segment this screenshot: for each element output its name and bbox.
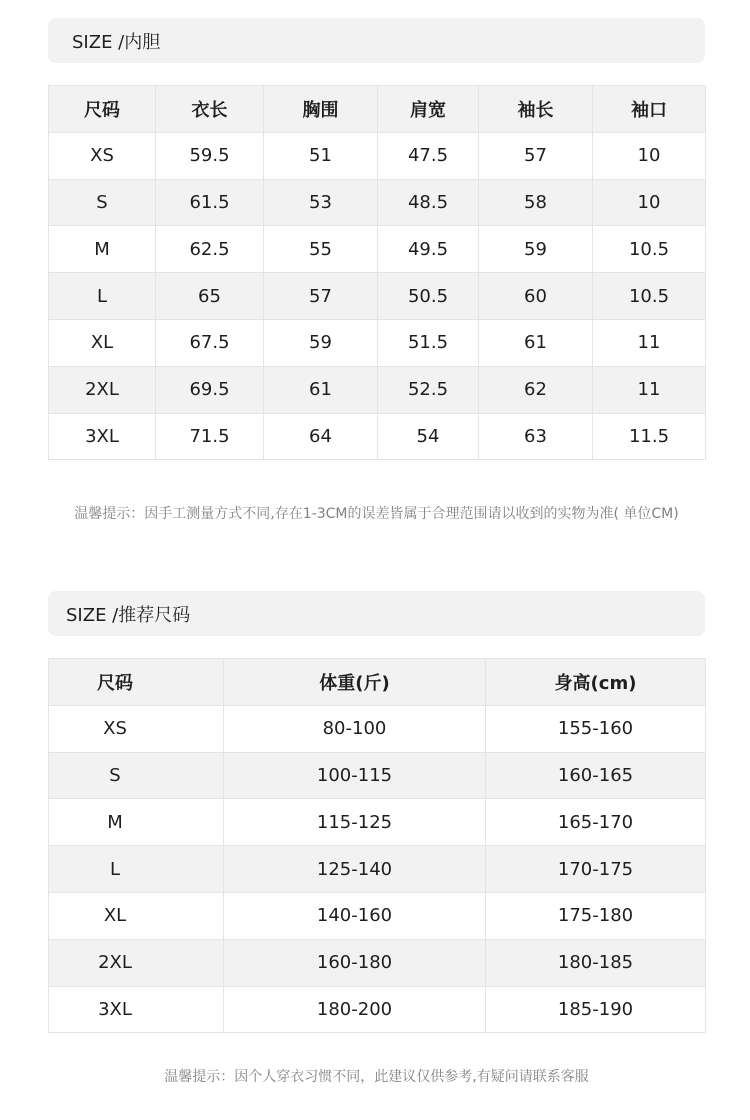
cell-length: 62.5 [156,226,264,273]
cell-size: 2XL [49,939,224,986]
size-row-xs [49,132,706,179]
cell-size: L [49,273,156,320]
cell-chest: 61 [264,366,378,413]
cell-chest: 57 [264,273,378,320]
section-title: SIZE /推荐尺码 [66,604,191,626]
size-row-l [49,273,706,320]
cell-size: S [49,752,224,799]
cell-sleeve: 63 [479,413,593,460]
recommend-row-xl [49,892,706,939]
cell-shoulder: 50.5 [378,273,479,320]
cell-shoulder: 49.5 [378,226,479,273]
cell-size: XS [49,705,224,752]
cell-length: 61.5 [156,179,264,226]
cell-shoulder: 48.5 [378,179,479,226]
recommend-row-s [49,752,706,799]
cell-height: 165-170 [486,799,706,846]
cell-sleeve: 59 [479,226,593,273]
cell-size: M [49,226,156,273]
recommend-row-l [49,846,706,893]
cell-cuff: 11 [593,366,706,413]
recommend-row-xs [49,705,706,752]
size-row-3xl [49,413,706,460]
cell-length: 71.5 [156,413,264,460]
cell-cuff: 10.5 [593,273,706,320]
cell-size: 3XL [49,986,224,1033]
table-header-row [49,659,706,706]
recommend-row-2xl [49,939,706,986]
cell-height: 160-165 [486,752,706,799]
cell-size: 3XL [49,413,156,460]
size-row-2xl [49,366,706,413]
cell-shoulder: 47.5 [378,132,479,179]
header-weight: 体重(斤) [224,659,486,706]
cell-sleeve: 58 [479,179,593,226]
garment-size-table [48,85,706,460]
cell-size: S [49,179,156,226]
cell-chest: 55 [264,226,378,273]
measurement-note: 温馨提示：因手工测量方式不同,存在1-3CM的误差皆属于合理范围请以收到的实物为准( 单位CM) [74,506,679,522]
cell-weight: 125-140 [224,846,486,893]
cell-length: 69.5 [156,366,264,413]
size-row-xl [49,319,706,366]
cell-sleeve: 61 [479,319,593,366]
cell-height: 175-180 [486,892,706,939]
recommend-row-m [49,799,706,846]
table-header-row [49,86,706,133]
cell-chest: 51 [264,132,378,179]
header-size: 尺码 [49,659,224,706]
cell-weight: 180-200 [224,986,486,1033]
recommend-row-3xl [49,986,706,1033]
cell-size: M [49,799,224,846]
cell-weight: 160-180 [224,939,486,986]
cell-sleeve: 57 [479,132,593,179]
cell-cuff: 10.5 [593,226,706,273]
cell-chest: 59 [264,319,378,366]
section-title-bar [48,18,705,63]
cell-size: L [49,846,224,893]
header-height: 身高(cm) [486,659,706,706]
header-sleeve: 袖长 [479,86,593,133]
cell-shoulder: 52.5 [378,366,479,413]
cell-size: XL [49,319,156,366]
cell-sleeve: 62 [479,366,593,413]
cell-length: 67.5 [156,319,264,366]
cell-length: 59.5 [156,132,264,179]
header-shoulder: 肩宽 [378,86,479,133]
section-title-bar [48,591,705,636]
cell-weight: 140-160 [224,892,486,939]
cell-size: 2XL [49,366,156,413]
cell-cuff: 11.5 [593,413,706,460]
cell-height: 180-185 [486,939,706,986]
cell-cuff: 10 [593,179,706,226]
recommended-size-table [48,658,706,1033]
cell-chest: 53 [264,179,378,226]
cell-height: 155-160 [486,705,706,752]
size-row-s [49,179,706,226]
cell-shoulder: 54 [378,413,479,460]
section-title: SIZE /内胆 [72,31,161,53]
cell-height: 185-190 [486,986,706,1033]
cell-height: 170-175 [486,846,706,893]
cell-chest: 64 [264,413,378,460]
cell-sleeve: 60 [479,273,593,320]
cell-size: XS [49,132,156,179]
cell-size: XL [49,892,224,939]
cell-weight: 100-115 [224,752,486,799]
size-row-m [49,226,706,273]
header-size: 尺码 [49,86,156,133]
header-chest: 胸围 [264,86,378,133]
cell-length: 65 [156,273,264,320]
cell-shoulder: 51.5 [378,319,479,366]
cell-cuff: 11 [593,319,706,366]
header-length: 衣长 [156,86,264,133]
cell-cuff: 10 [593,132,706,179]
header-cuff: 袖口 [593,86,706,133]
recommendation-note: 温馨提示：因个人穿衣习惯不同，此建议仅供参考,有疑问请联系客服 [164,1069,589,1085]
cell-weight: 115-125 [224,799,486,846]
cell-weight: 80-100 [224,705,486,752]
